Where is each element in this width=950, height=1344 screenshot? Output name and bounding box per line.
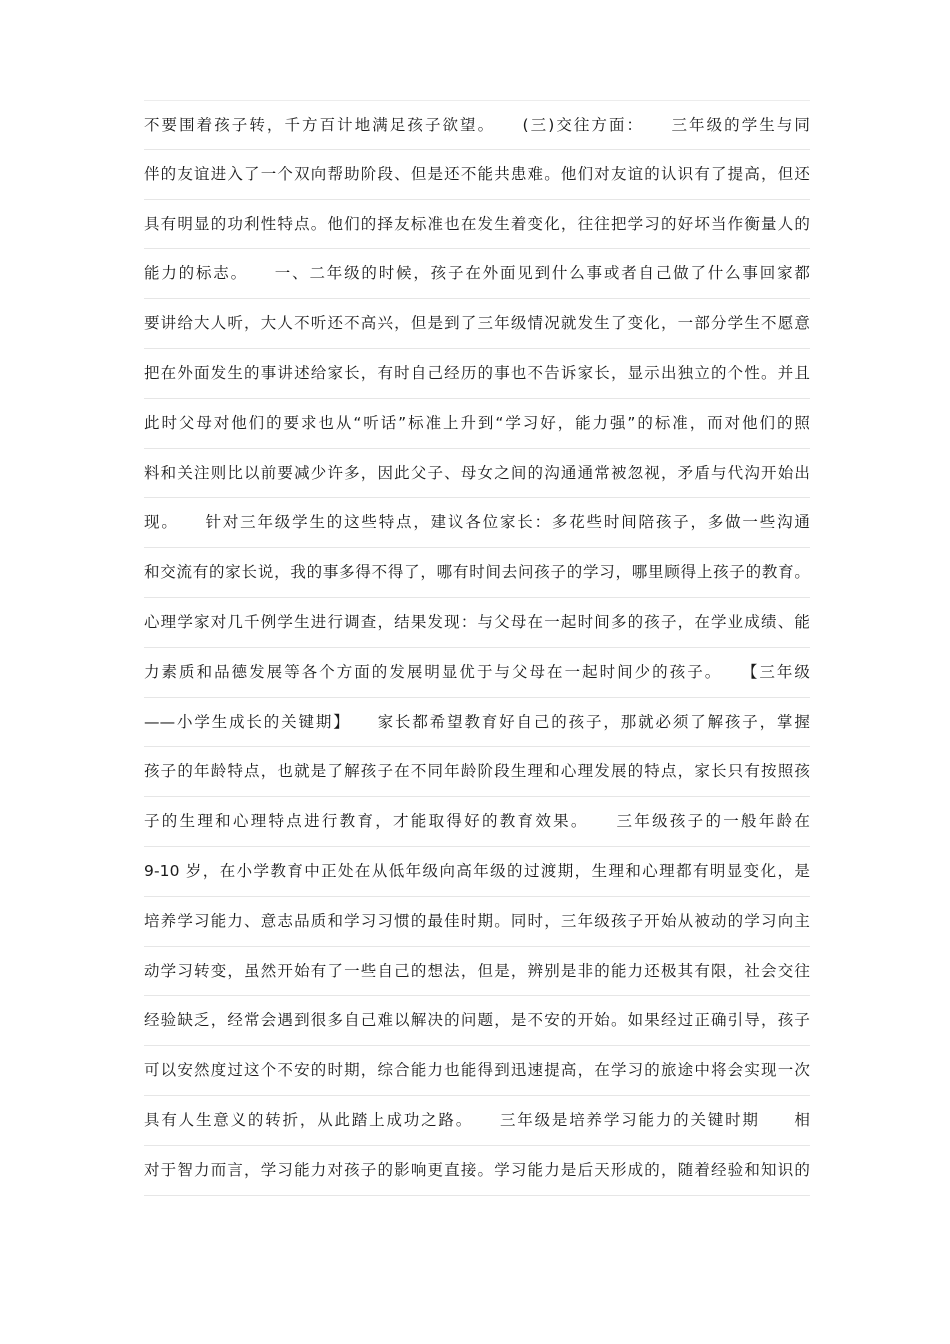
text-line: 把在外面发生的事讲述给家长，有时自己经历的事也不告诉家长，显示出独立的个性。并且 — [144, 349, 810, 399]
text-line: 培养学习能力、意志品质和学习习惯的最佳时期。同时，三年级孩子开始从被动的学习向主 — [144, 897, 810, 947]
text-line: 不要围着孩子转，千方百计地满足孩子欲望。 (三)交往方面： 三年级的学生与同 — [144, 100, 810, 150]
text-line: 对于智力而言，学习能力对孩子的影响更直接。学习能力是后天形成的，随着经验和知识的 — [144, 1146, 810, 1196]
text-line: 要讲给大人听，大人不听还不高兴，但是到了三年级情况就发生了变化，一部分学生不愿意 — [144, 299, 810, 349]
text-line: 具有人生意义的转折，从此踏上成功之路。 三年级是培养学习能力的关键时期 相 — [144, 1096, 810, 1146]
text-line: 9-10 岁，在小学教育中正处在从低年级向高年级的过渡期，生理和心理都有明显变化，是 — [144, 847, 810, 897]
text-line: 经验缺乏，经常会遇到很多自己难以解决的问题，是不安的开始。如果经过正确引导，孩子 — [144, 996, 810, 1046]
text-line: 孩子的年龄特点，也就是了解孩子在不同年龄阶段生理和心理发展的特点，家长只有按照孩 — [144, 747, 810, 797]
text-line: 子的生理和心理特点进行教育，才能取得好的教育效果。 三年级孩子的一般年龄在 — [144, 797, 810, 847]
text-line: 能力的标志。 一、二年级的时候，孩子在外面见到什么事或者自己做了什么事回家都 — [144, 249, 810, 299]
text-line: 具有明显的功利性特点。他们的择友标准也在发生着变化，往往把学习的好坏当作衡量人的 — [144, 200, 810, 250]
text-line: 料和关注则比以前要减少许多，因此父子、母女之间的沟通通常被忽视，矛盾与代沟开始出 — [144, 449, 810, 499]
body-text — [144, 100, 810, 1196]
text-line: 现。 针对三年级学生的这些特点，建议各位家长：多花些时间陪孩子，多做一些沟通 — [144, 498, 810, 548]
text-line: 伴的友谊进入了一个双向帮助阶段、但是还不能共患难。他们对友谊的认识有了提高，但还 — [144, 150, 810, 200]
text-line: 力素质和品德发展等各个方面的发展明显优于与父母在一起时间少的孩子。 【三年级 — [144, 648, 810, 698]
text-line: 可以安然度过这个不安的时期，综合能力也能得到迅速提高，在学习的旅途中将会实现一次 — [144, 1046, 810, 1096]
text-line: 心理学家对几千例学生进行调查，结果发现：与父母在一起时间多的孩子，在学业成绩、能 — [144, 598, 810, 648]
text-line: 动学习转变，虽然开始有了一些自己的想法，但是，辨别是非的能力还极其有限，社会交往 — [144, 947, 810, 997]
text-line: 此时父母对他们的要求也从“听话”标准上升到“学习好，能力强”的标准，而对他们的照 — [144, 399, 810, 449]
text-line: ——小学生成长的关键期】 家长都希望教育好自己的孩子，那就必须了解孩子，掌握 — [144, 698, 810, 748]
text-line: 和交流有的家长说，我的事多得不得了，哪有时间去问孩子的学习，哪里顾得上孩子的教育。 — [144, 548, 810, 598]
